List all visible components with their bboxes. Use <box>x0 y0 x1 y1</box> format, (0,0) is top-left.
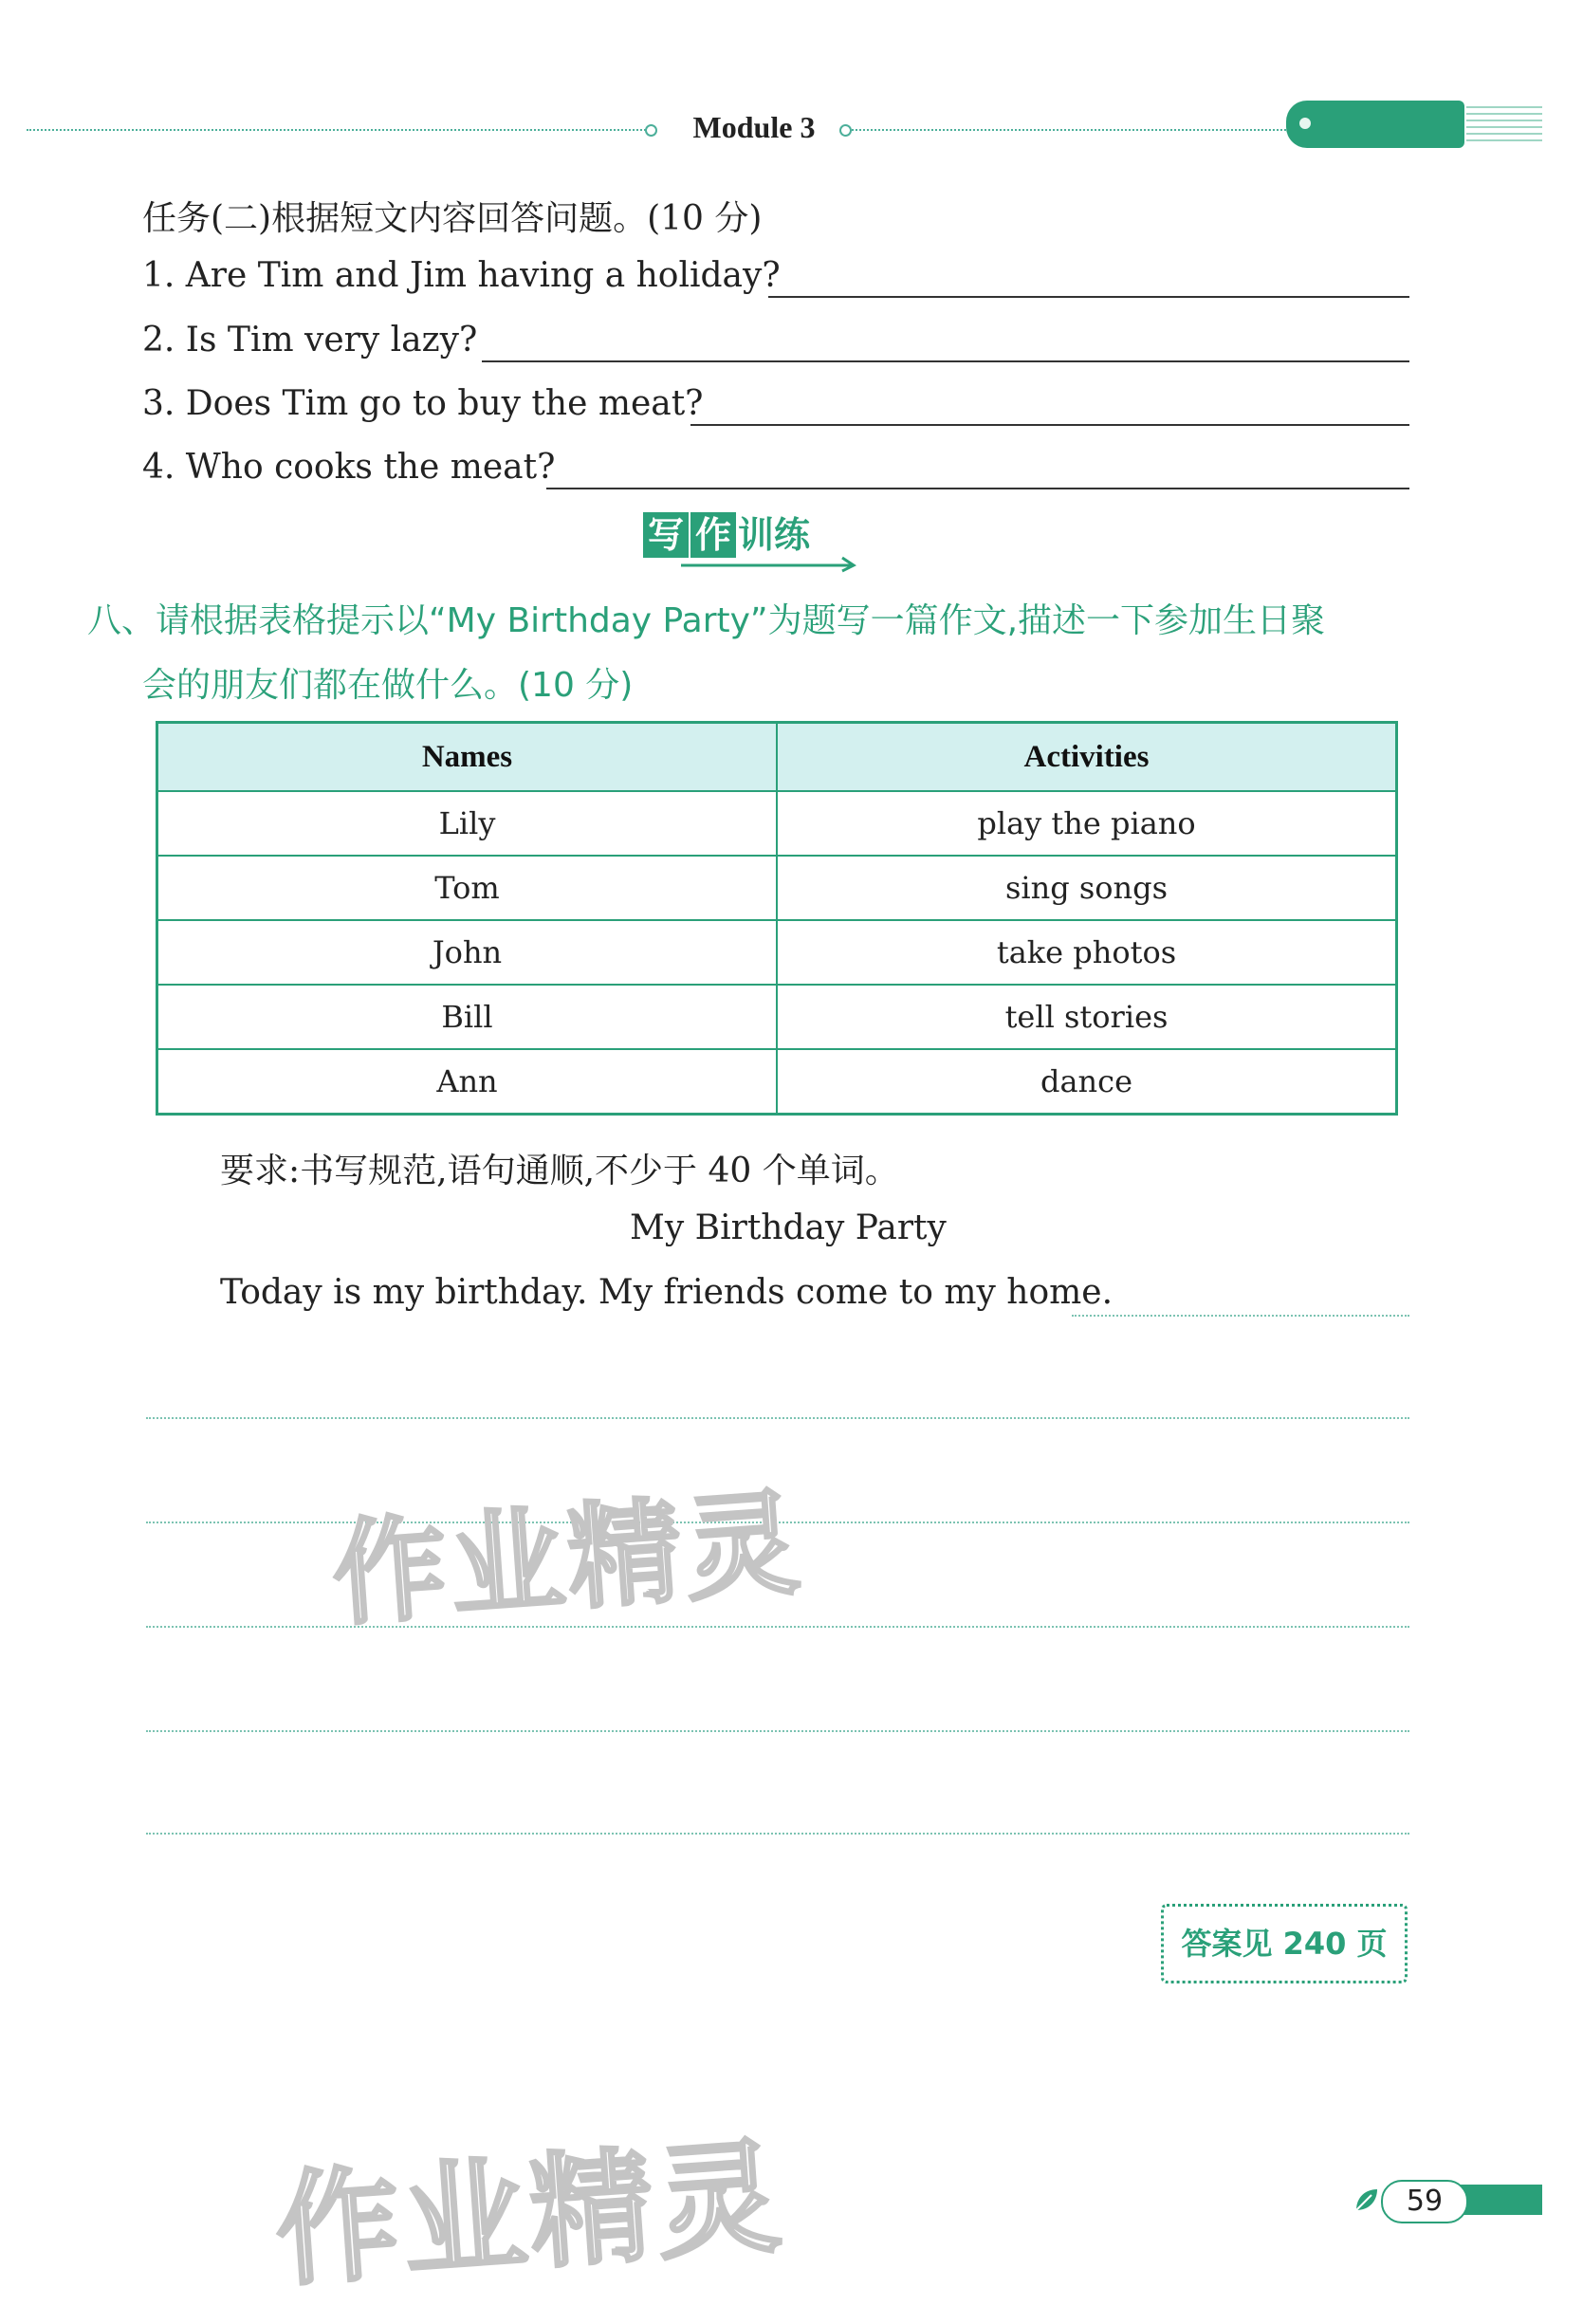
page-number: 59 <box>1381 2180 1468 2223</box>
page-number-bar <box>1457 2185 1542 2215</box>
question-4: 4. Who cooks the meat? <box>142 448 556 487</box>
table-row <box>157 920 1397 985</box>
table-row <box>157 1049 1397 1115</box>
header-tab-decoration <box>1286 101 1464 148</box>
heading-char-boxed-1: 写 <box>643 512 689 558</box>
name-cell: Lily <box>157 791 778 856</box>
table-row <box>157 985 1397 1049</box>
header-dot-right <box>839 124 852 137</box>
requirement-text: 要求:书写规范,语句通顺,不少于 40 个单词。 <box>220 1152 899 1190</box>
heading-arrow-icon <box>681 554 861 573</box>
name-cell: Ann <box>157 1049 778 1115</box>
header-dot-left <box>645 124 657 137</box>
answer-line-4[interactable] <box>546 488 1409 489</box>
heading-text-plain: 训练 <box>738 514 811 556</box>
essay-title: My Birthday Party <box>630 1208 947 1247</box>
task2-title: 任务(二)根据短文内容回答问题。(10 分) <box>142 199 763 238</box>
header-activities: Activities <box>777 723 1397 792</box>
name-cell: John <box>157 920 778 985</box>
question-2: 2. Is Tim very lazy? <box>142 321 478 360</box>
table-header-row <box>157 723 1397 792</box>
activity-cell: tell stories <box>777 985 1397 1049</box>
header-stripes-decoration <box>1466 106 1542 144</box>
module-title: Module 3 <box>692 110 816 144</box>
essay-first-sentence: Today is my birthday. My friends come to my home. <box>220 1273 1114 1312</box>
heading-char-boxed-2: 作 <box>690 512 736 558</box>
activity-cell: sing songs <box>777 856 1397 920</box>
table-row <box>157 856 1397 920</box>
activity-cell: take photos <box>777 920 1397 985</box>
name-cell: Bill <box>157 985 778 1049</box>
table-row <box>157 791 1397 856</box>
answer-reference-badge: 答案见 240 页 <box>1161 1904 1408 1983</box>
section8-instruction-line1: 八、请根据表格提示以“My Birthday Party”为题写一篇作文,描述一下参加生日聚 <box>87 601 1326 640</box>
writing-line[interactable] <box>146 1626 1409 1628</box>
question-1: 1. Are Tim and Jim having a holiday? <box>142 256 781 295</box>
answer-line-3[interactable] <box>690 424 1409 426</box>
header-rule-left <box>27 129 653 131</box>
watermark-logo: 作业精灵 <box>328 1477 807 1643</box>
writing-line[interactable] <box>1072 1315 1409 1317</box>
header-rule-right <box>852 129 1298 131</box>
watermark-logo-bottom: 作业精灵 <box>271 2124 789 2304</box>
section8-instruction-line2: 会的朋友们都在做什么。(10 分) <box>142 666 634 705</box>
name-cell: Tom <box>157 856 778 920</box>
answer-line-2[interactable] <box>482 360 1409 362</box>
activity-cell: play the piano <box>777 791 1397 856</box>
question-3: 3. Does Tim go to buy the meat? <box>142 384 704 423</box>
writing-line[interactable] <box>146 1833 1409 1835</box>
writing-line[interactable] <box>146 1417 1409 1419</box>
answer-line-1[interactable] <box>768 296 1409 298</box>
writing-line[interactable] <box>146 1730 1409 1732</box>
activities-table <box>156 721 1398 1116</box>
leaf-icon <box>1353 2186 1381 2214</box>
activity-cell: dance <box>777 1049 1397 1115</box>
header-names: Names <box>157 723 778 792</box>
